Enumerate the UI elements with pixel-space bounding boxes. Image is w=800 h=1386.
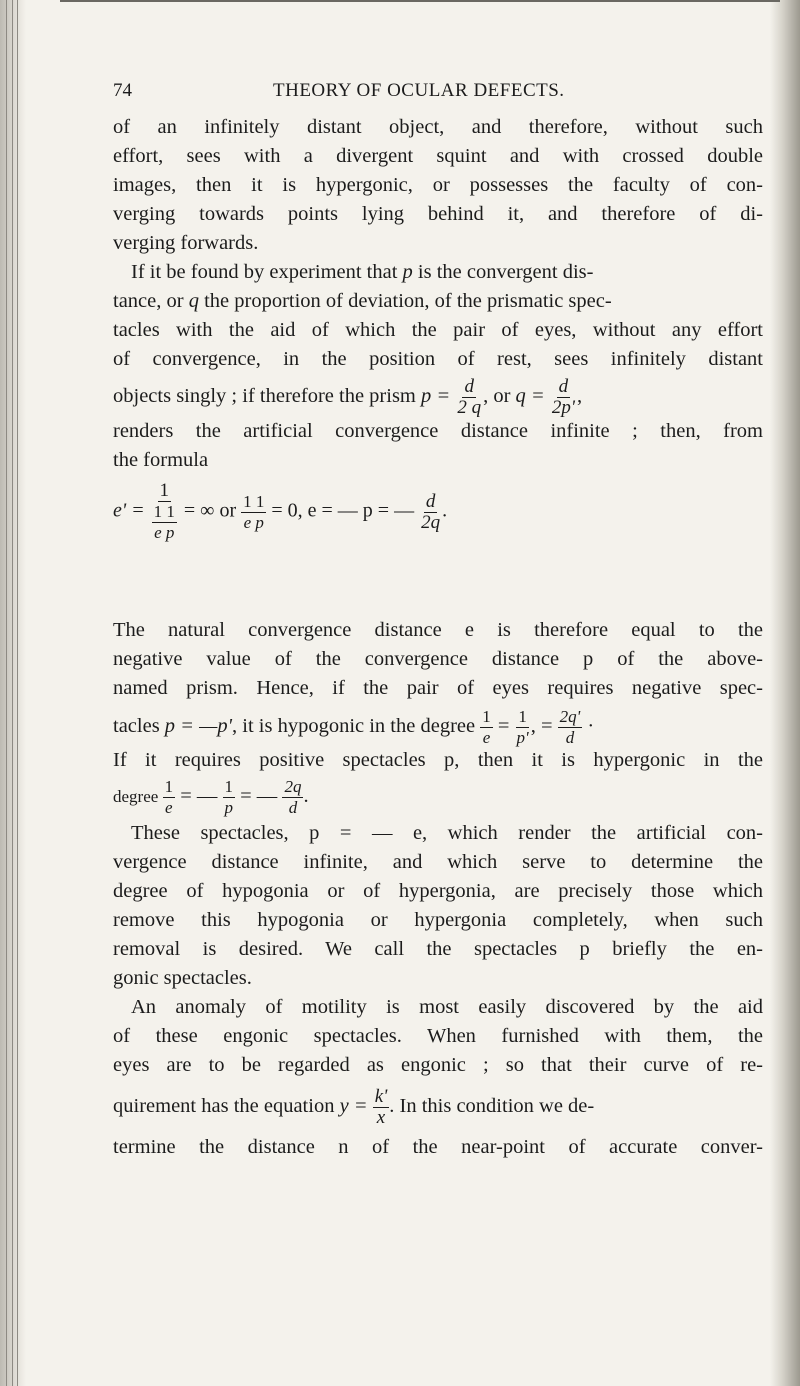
text-span: is the convergent dis- xyxy=(412,261,594,283)
fraction-one-over-sum xyxy=(150,481,179,543)
denominator: e p xyxy=(154,523,175,542)
numerator: 1 1 xyxy=(243,491,265,511)
numerator: d xyxy=(558,376,569,397)
display-formula: e' = $\frac{1}{\frac{1 1}{\text{e p}}}$ = ∞ or $\frac{1 1}{\text{e p}}$ = 0, e = — p = — $\frac{d}{2q}$ . xyxy=(113,480,448,542)
text-span: . In this condition we de- xyxy=(389,1095,595,1118)
formula-text: = xyxy=(497,715,510,738)
fraction-2q-over-d xyxy=(282,777,303,818)
variable-q: q xyxy=(188,290,199,312)
text-line: named prism. Hence, if the pair of eyes requires negative spec- xyxy=(113,677,763,699)
text-line: If it requires positive spectacles p, then it is hypergonic in the xyxy=(113,749,763,771)
text-line: the formula xyxy=(113,449,209,471)
denominator: e p xyxy=(243,512,264,532)
top-rule xyxy=(60,0,780,2)
page-header xyxy=(113,80,763,104)
denominator: p xyxy=(224,798,233,817)
text-line: removal is desired. We call the spectacles p briefly the en- xyxy=(113,938,763,960)
text-line xyxy=(113,287,612,316)
numerator: k' xyxy=(374,1086,388,1107)
text-line: negative value of the convergence distance p of the above- xyxy=(113,648,763,670)
denominator xyxy=(150,502,179,543)
text-span: degree xyxy=(113,787,163,807)
text-line: effort, sees with a divergent squint and with crossed double xyxy=(113,145,763,167)
numerator: d xyxy=(425,490,436,512)
text-span: objects singly ; if therefore the prism xyxy=(113,385,421,408)
text-line: eyes are to be regarded as engonic ; so that their curve of re- xyxy=(113,1054,763,1076)
fraction-2q-over-d xyxy=(558,707,583,748)
text-span: tance, or xyxy=(113,290,189,312)
text-line: of an infinitely distant object, and therefore, without such xyxy=(113,116,763,138)
text-span: If it be found by experiment that xyxy=(131,261,403,283)
page-edge-shadow xyxy=(770,0,800,1386)
variable-p: p xyxy=(402,261,413,283)
text-span: , or xyxy=(483,385,516,408)
formula-text: = xyxy=(540,715,553,738)
denominator: 2q xyxy=(421,511,441,533)
binding-line xyxy=(6,0,7,1386)
text-line: The natural convergence distance e is therefore equal to the xyxy=(113,619,763,641)
formula-y-eq: y = xyxy=(339,1095,368,1118)
denominator: e xyxy=(165,798,173,817)
text-line: renders the artificial convergence distance infinite ; then, from xyxy=(113,420,763,442)
fraction-one-over-e xyxy=(163,777,176,818)
fraction-one-over-p-prime xyxy=(515,707,531,748)
text-line: images, then it is hypergonic, or possesses the faculty of con- xyxy=(113,174,763,196)
text-span: tacles xyxy=(113,715,165,738)
formula-text: = ∞ or xyxy=(183,499,237,522)
fraction-d-over-2q xyxy=(419,492,442,533)
text-line: tacles p = —p', it is hypogonic in the degree $\frac{1}{e}$ = $\frac{1}{p'}$ , = $\frac{2q'}{d}$ · xyxy=(113,707,595,747)
fraction-one-over-p xyxy=(223,777,236,818)
denominator: e xyxy=(482,728,491,747)
running-title: THEORY OF OCULAR DEFECTS. xyxy=(273,80,565,101)
text-line: verging forwards. xyxy=(113,232,259,254)
numerator: d xyxy=(464,376,474,397)
binding-shadow xyxy=(0,0,26,1386)
text-line: of these engonic spectacles. When furnished with them, the xyxy=(113,1025,763,1047)
numerator: 2q' xyxy=(559,707,581,726)
formula-text: = — xyxy=(240,785,278,808)
text-line: remove this hypogonia or hypergonia completely, when such xyxy=(113,909,763,931)
denominator: 2 q xyxy=(457,397,482,418)
formula-q-eq: q = xyxy=(515,385,545,408)
numerator: 2q xyxy=(284,777,302,796)
text-span: the proportion of deviation, of the prismatic spec- xyxy=(198,290,612,312)
binding-line xyxy=(12,0,13,1386)
text-line: objects singly ; if therefore the prism p = $\frac{d}{2 q}$ , or q = $\frac{d}{2p'}$ , xyxy=(113,376,583,418)
text-span: quirement has the equation xyxy=(113,1095,340,1118)
text-line: tacles with the aid of which the pair of eyes, without any effort xyxy=(113,319,763,341)
text-line: termine the distance n of the near-point of accurate conver- xyxy=(113,1136,763,1158)
numerator: 1 xyxy=(159,480,170,501)
text-line: degree of hypogonia or of hypergonia, are precisely those which xyxy=(113,880,763,902)
formula-text: = — xyxy=(180,785,218,808)
numerator: 1 1 xyxy=(153,502,175,521)
formula-e-prime: e' = xyxy=(113,499,145,522)
text-line xyxy=(113,1087,763,1127)
denominator: d xyxy=(565,728,575,747)
denominator: x xyxy=(376,1107,386,1128)
binding-line xyxy=(17,0,18,1386)
sum-fraction xyxy=(241,492,266,533)
text-line: degree $\frac{1}{e}$ = — $\frac{1}{p}$ = — $\frac{2q}{d}$ . xyxy=(113,777,309,817)
text-line: verging towards points lying behind it, and therefore of di- xyxy=(113,203,763,225)
text-line: of convergence, in the position of rest, sees infinitely distant xyxy=(113,348,763,370)
formula-p-eq: p = xyxy=(421,385,451,408)
text-line xyxy=(113,258,763,287)
text-line: These spectacles, p = — e, which render the artificial con- xyxy=(131,822,763,844)
denominator: p' xyxy=(516,728,529,747)
fraction-d-over-2p xyxy=(550,377,577,418)
formula-p-neg: p = —p' xyxy=(164,715,232,738)
denominator: 2p' xyxy=(551,397,575,418)
text-line: gonic spectacles. xyxy=(113,967,252,989)
sum-fraction xyxy=(152,502,177,543)
numerator: 1 xyxy=(518,707,527,726)
numerator: 1 xyxy=(164,777,174,796)
fraction-one-over-e xyxy=(480,707,493,748)
fraction-d-over-2q xyxy=(455,377,483,418)
formula-text: = 0, e = — p = — xyxy=(271,499,415,522)
text-line: An anomaly of motility is most easily discovered by the aid xyxy=(131,996,763,1018)
page-number: 74 xyxy=(113,80,132,101)
numerator: 1 xyxy=(224,777,233,796)
text-line: vergence distance infinite, and which serve to determine the xyxy=(113,851,763,873)
fraction-k-over-x xyxy=(373,1087,390,1128)
numerator: 1 xyxy=(482,707,491,726)
text-span: , it is hypogonic in the degree xyxy=(232,715,481,738)
denominator: d xyxy=(288,798,298,817)
body-text xyxy=(113,113,763,1343)
